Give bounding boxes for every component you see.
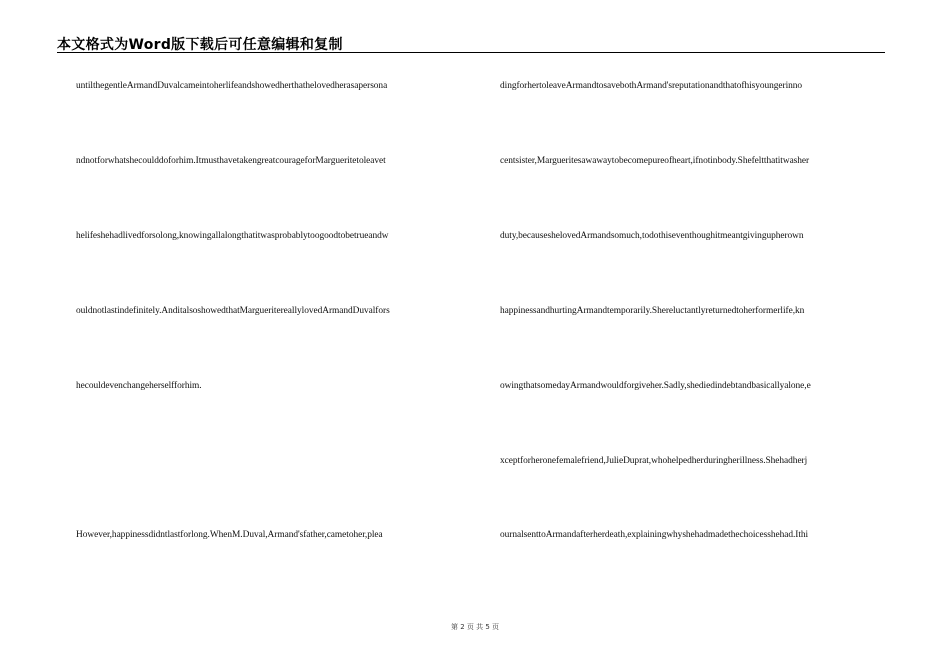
left-line-5: hecouldevenchangeherselfforhim.: [76, 381, 202, 391]
right-line-6: xceptforheronefemalefriend,JulieDuprat,whohelpedherduringherillness.Shehadherj: [500, 456, 808, 466]
left-line-6: However,happinessdidntlastforlong.WhenM.Duval,Armand'sfather,cametoher,plea: [76, 530, 383, 540]
right-line-7: ournalsenttoArmandafterherdeath,explainingwhyshehadmadethechoicesshehad.Ithi: [500, 530, 809, 540]
left-line-4: ouldnotlastindefinitely.AnditalsoshowedthatMargueritereallylovedArmandDuvalfors: [76, 306, 390, 316]
right-line-2: centsister,Margueritesawawaytobecomepureofheart,ifnotinbody.Shefeltthatitwasher: [500, 156, 810, 166]
left-line-3: helifeshehadlivedforsolong,knowingallalongthatitwasprobablytoogoodtobetrueandw: [76, 231, 389, 241]
page-footer: [0, 622, 950, 632]
right-line-4: happinessandhurtingArmandtemporarily.Shereluctantlyreturnedtoherformerlife,kn: [500, 306, 805, 316]
left-column: [76, 0, 472, 672]
left-line-2: ndnotforwhatshecoulddoforhim.ItmusthavetakengreatcourageforMargueritetoleavet: [76, 156, 386, 166]
right-line-1: dingforhertoleaveArmandtosavebothArmand'sreputationandthatofhisyoungerinno: [500, 81, 803, 91]
right-column: [500, 0, 890, 672]
right-line-3: duty,becauseshelovedArmandsomuch,todothiseventhoughitmeantgivingupherown: [500, 231, 804, 241]
right-line-5: owingthatsomedayArmandwouldforgiveher.Sadly,shediedindebtandbasicallyalone,e: [500, 381, 811, 391]
page-number-text: 第 2 页 共 5 页: [450, 623, 500, 631]
header-text: 本文格式为Word版下载后可任意编辑和复制: [57, 37, 343, 53]
left-line-1: untilthegentleArmandDuvalcameintoherlifeandshowedherthathelovedherasapersona: [76, 81, 388, 91]
